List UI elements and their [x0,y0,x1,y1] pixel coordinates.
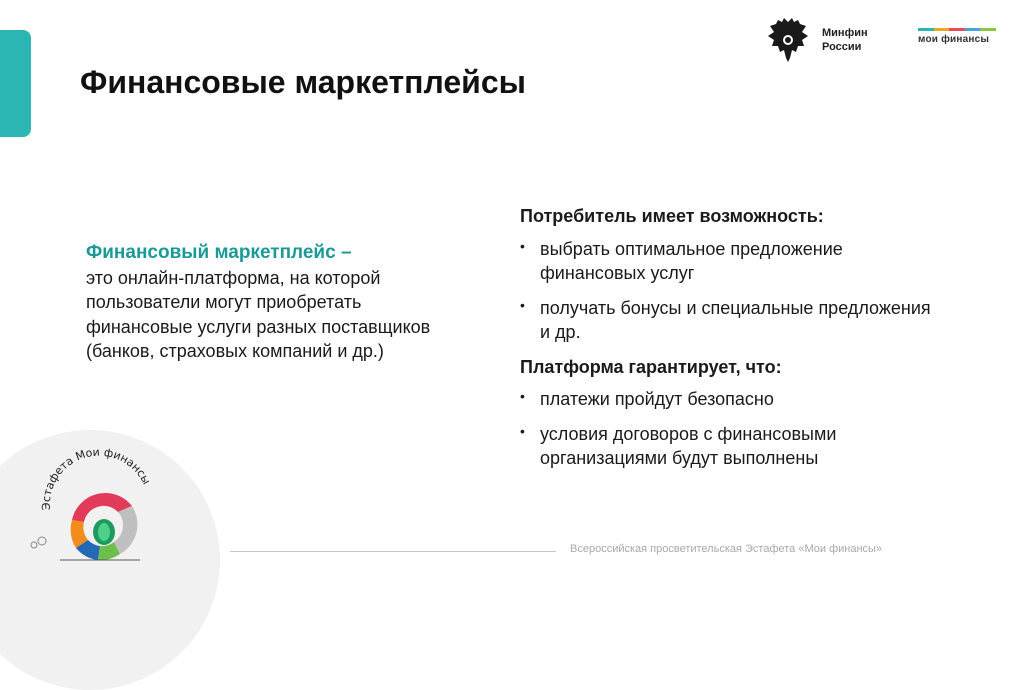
logo-text: мои финансы [918,34,990,45]
consumer-list [520,237,940,345]
benefits-block [520,204,940,481]
consumer-heading: Потребитель имеет возможность: [520,206,824,226]
definition-term: Финансовый маркетплейс – [86,242,352,263]
minfin-line1: Минфин [822,27,868,39]
minfin-line2: России [822,41,862,53]
definition-block [86,240,466,364]
platform-list [520,387,940,471]
relay-logo-icon [20,440,170,575]
list-item: • выбрать оптимальное предложение финансовых услуг [520,237,940,286]
list-item: • получать бонусы и специальные предложения и др. [520,296,940,345]
moi-finansy-logo [918,28,998,45]
page-title: Финансовые маркетплейсы [80,64,526,100]
list-item: • платежи пройдут безопасно [520,387,940,412]
definition-text: это онлайн-платформа, на которой пользователи могут приобретать финансовые услуги разных поставщиков (банков, страховых компаний и др.) [86,267,431,361]
accent-bar [0,30,31,137]
footer-divider [230,551,556,552]
double-headed-eagle-icon [766,16,810,64]
platform-heading: Платформа гарантирует, что: [520,356,782,377]
logo-color-stripe [918,28,996,31]
minfin-logo [766,16,876,64]
list-item: • условия договоров с финансовыми организациями будут выполнены [520,422,940,471]
footer-text: Всероссийская просветительская Эстафета «Мои финансы» [570,543,883,555]
svg-text:Эстафета Мои финансы: Эстафета Мои финансы [39,445,154,511]
